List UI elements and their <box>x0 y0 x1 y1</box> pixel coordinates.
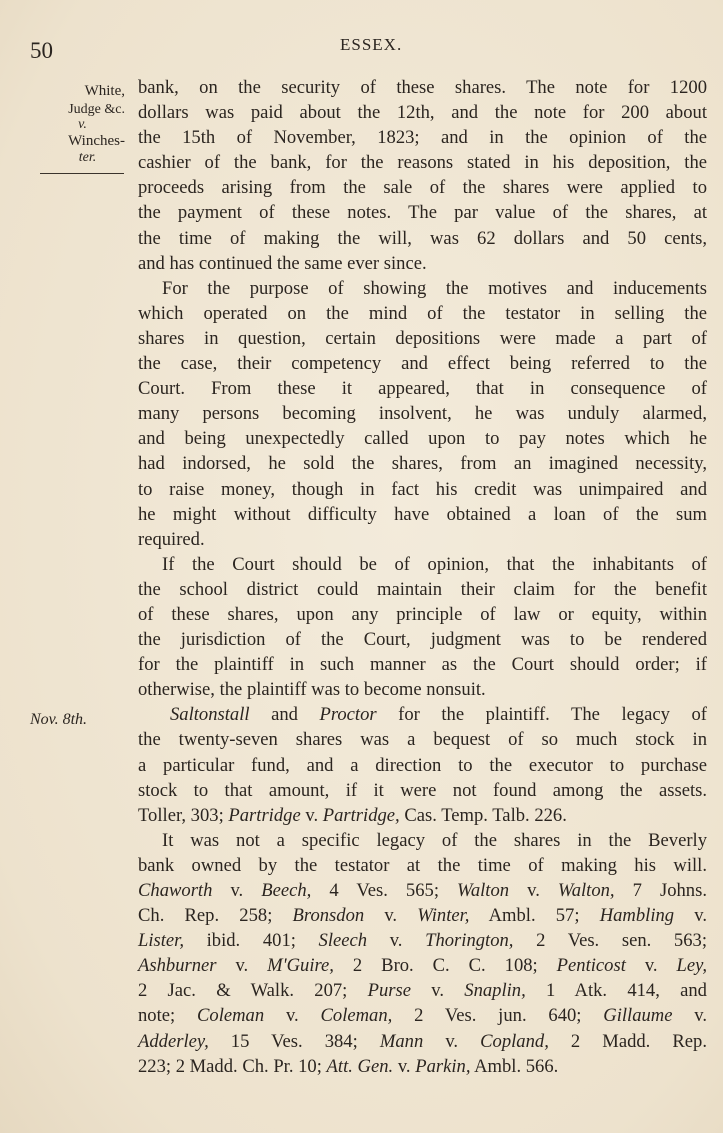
text-segment: 15 Ves. 384; <box>208 1030 380 1052</box>
case-citation-italic: Walton <box>457 880 510 901</box>
case-citation-italic: Partridge <box>228 804 301 826</box>
text-line <box>138 426 707 451</box>
text-line <box>138 853 707 878</box>
text-line <box>138 125 707 150</box>
text-line <box>138 1029 707 1054</box>
text-segment: 4 Ves. 565; <box>311 880 458 901</box>
page-number: 50 <box>30 38 53 63</box>
text-line <box>138 878 707 903</box>
text-segment: the twenty-seven shares was a bequest of so much stock in <box>138 729 707 751</box>
text-line <box>138 75 707 100</box>
text-segment: and <box>249 704 320 726</box>
text-segment: the payment of these notes. The par value of the shares, at <box>138 202 707 224</box>
case-citation-italic: Gillaume <box>603 1005 673 1027</box>
text-line <box>138 702 707 727</box>
text-segment: the school district could maintain their claim for the benefit <box>138 578 707 600</box>
text-segment: shares in question, certain depositions were made a part of <box>138 327 707 349</box>
case-citation-italic: Purse <box>367 980 411 1002</box>
text-segment: v. <box>216 955 268 977</box>
text-segment: required. <box>138 528 205 550</box>
text-segment: for the plaintiff. The legacy of <box>376 704 707 726</box>
case-citation-italic: Snaplin, <box>464 980 526 1002</box>
text-segment: which operated on the mind of the testator in selling the <box>138 302 707 324</box>
text-segment: and being unexpectedly called upon to pay notes which he <box>138 428 707 450</box>
margin-divider <box>40 173 124 174</box>
margin-line: Winches- <box>68 133 125 149</box>
text-segment: Toller, 303; <box>138 804 229 826</box>
text-line <box>138 803 707 828</box>
text-segment: many persons becoming insolvent, he was unduly alarmed, <box>138 403 707 425</box>
text-segment: the 15th of November, 1823; and in the opinion of the <box>138 127 707 149</box>
case-citation-italic: Penticost <box>556 955 626 977</box>
text-line <box>138 577 707 602</box>
case-citation-italic: Ashburner <box>138 955 217 977</box>
text-segment: Ch. Rep. 258; <box>138 905 293 927</box>
text-segment: v. <box>364 905 418 927</box>
text-line <box>138 727 707 752</box>
case-citation-italic: Copland, <box>480 1030 549 1052</box>
text-line <box>138 602 707 627</box>
text-segment: v. <box>674 905 707 927</box>
margin-line: v. <box>78 117 87 132</box>
text-segment: If the Court should be of opinion, that the inhabitants of <box>162 553 707 575</box>
text-segment: v. <box>212 880 262 901</box>
case-citation-italic: Winter, <box>417 905 470 927</box>
case-citation-italic: Hambling <box>599 905 675 927</box>
text-segment: stock to that amount, if it were not found among the assets. <box>138 779 707 801</box>
text-segment: 2 Ves. jun. 640; <box>392 1005 604 1027</box>
text-segment: 2 Jac. & Walk. 207; <box>138 980 368 1002</box>
text-line <box>138 1003 707 1028</box>
text-line <box>138 175 707 200</box>
text-line <box>138 301 707 326</box>
text-segment: the jurisdiction of the Court, judgment was to be rendered <box>138 629 707 651</box>
text-line <box>138 978 707 1003</box>
text-segment: v. <box>264 1005 321 1027</box>
case-citation-italic: M'Guire, <box>267 955 334 977</box>
margin-line: White, <box>84 83 125 99</box>
text-segment: Ambl. 57; <box>469 905 600 927</box>
text-line <box>138 100 707 125</box>
body-text <box>138 75 707 1079</box>
text-segment: v. <box>300 804 323 826</box>
text-segment: had indorsed, he sold the shares, from an imagined necessity, <box>138 453 707 475</box>
text-segment: v. <box>393 1055 416 1077</box>
case-citation-italic: Thorington, <box>425 930 514 952</box>
text-segment: v. <box>367 930 426 952</box>
text-line <box>138 828 707 853</box>
text-line <box>138 226 707 251</box>
text-segment: cashier of the bank, for the reasons stated in his deposition, the <box>138 152 707 174</box>
text-segment: v. <box>423 1030 481 1052</box>
case-citation-italic: Saltonstall <box>170 704 250 726</box>
margin-date: Nov. 8th. <box>30 711 88 728</box>
text-segment: bank owned by the testator at the time of making his will. <box>138 854 707 876</box>
text-segment: the time of making the will, was 62 dollars and 50 cents, <box>138 227 707 249</box>
text-line <box>138 677 707 702</box>
text-line <box>138 401 707 426</box>
text-segment: he might without difficulty have obtained a loan of the sum <box>138 503 707 525</box>
text-line <box>138 753 707 778</box>
running-head: ESSEX. <box>340 35 403 54</box>
text-segment: ibid. 401; <box>183 930 319 952</box>
text-segment: note; <box>138 1005 197 1027</box>
text-line <box>138 150 707 175</box>
text-line <box>138 903 707 928</box>
text-line <box>138 652 707 677</box>
case-citation-italic: Coleman, <box>320 1005 393 1027</box>
text-line <box>138 1054 707 1079</box>
case-citation-italic: Proctor <box>319 704 377 726</box>
case-citation-italic: Att. Gen. <box>326 1055 394 1077</box>
text-segment: v. <box>672 1005 708 1027</box>
text-line <box>138 627 707 652</box>
case-citation-italic: Lister, <box>138 930 184 952</box>
text-line <box>138 552 707 577</box>
case-citation-italic: Parkin, <box>415 1055 471 1077</box>
case-citation-italic: Partridge, <box>322 804 400 826</box>
case-citation-italic: Bronsdon <box>292 905 365 927</box>
margin-line: ter. <box>78 150 97 165</box>
case-citation-italic: Chaworth <box>138 880 213 901</box>
case-citation-italic: Ley, <box>676 955 707 977</box>
text-line <box>138 326 707 351</box>
text-segment: 7 Johns. <box>614 880 707 901</box>
text-segment: It was not a specific legacy of the shares in the Beverly <box>162 829 707 851</box>
text-segment: v. <box>411 980 465 1002</box>
text-line <box>138 376 707 401</box>
case-citation-italic: Mann <box>379 1030 424 1052</box>
text-segment: 2 Ves. sen. 563; <box>513 930 707 952</box>
case-citation-italic: Beech, <box>261 880 312 901</box>
text-segment: Court. From these it appeared, that in consequence of <box>138 378 707 400</box>
text-segment: For the purpose of showing the motives and inducements <box>162 277 707 299</box>
text-line <box>138 276 707 301</box>
text-line <box>138 351 707 376</box>
text-segment: a particular fund, and a direction to the executor to purchase <box>138 754 707 776</box>
margin-line: Judge &c. <box>68 102 125 117</box>
text-segment: v. <box>625 955 677 977</box>
case-citation-italic: Coleman <box>197 1005 265 1027</box>
text-line <box>138 451 707 476</box>
text-line <box>138 953 707 978</box>
case-citation-italic: Adderley, <box>138 1030 209 1052</box>
text-line <box>138 527 707 552</box>
text-segment: Cas. Temp. Talb. 226. <box>399 804 567 826</box>
text-segment: for the plaintiff in such manner as the Court should order; if <box>138 654 707 676</box>
text-segment: 223; 2 Madd. Ch. Pr. 10; <box>138 1055 327 1077</box>
text-segment: proceeds arising from the sale of the shares were applied to <box>138 177 707 199</box>
text-segment: of these shares, upon any principle of law or equity, within <box>138 603 707 625</box>
text-segment: 2 Bro. C. C. 108; <box>333 955 557 977</box>
text-line <box>138 928 707 953</box>
text-line <box>138 200 707 225</box>
text-segment: Ambl. 566. <box>470 1055 559 1077</box>
text-segment: to raise money, though in fact his credit was unimpaired and <box>138 478 707 500</box>
text-line <box>138 778 707 803</box>
text-segment: dollars was paid about the 12th, and the note for 200 about <box>138 102 707 124</box>
text-segment: v. <box>509 880 558 901</box>
case-citation-italic: Walton, <box>557 880 615 901</box>
text-line <box>138 502 707 527</box>
text-segment: bank, on the security of these shares. The note for 1200 <box>138 77 707 98</box>
case-citation-italic: Sleech <box>318 930 368 952</box>
text-segment: otherwise, the plaintiff was to become nonsuit. <box>138 679 486 701</box>
text-line <box>138 477 707 502</box>
text-segment: the case, their competency and effect being referred to the <box>138 353 707 375</box>
margin-case-name <box>20 80 125 165</box>
text-line <box>138 251 707 276</box>
text-segment: and has continued the same ever since. <box>138 252 427 274</box>
text-segment: 2 Madd. Rep. <box>548 1030 707 1052</box>
text-segment: 1 Atk. 414, and <box>525 980 707 1002</box>
